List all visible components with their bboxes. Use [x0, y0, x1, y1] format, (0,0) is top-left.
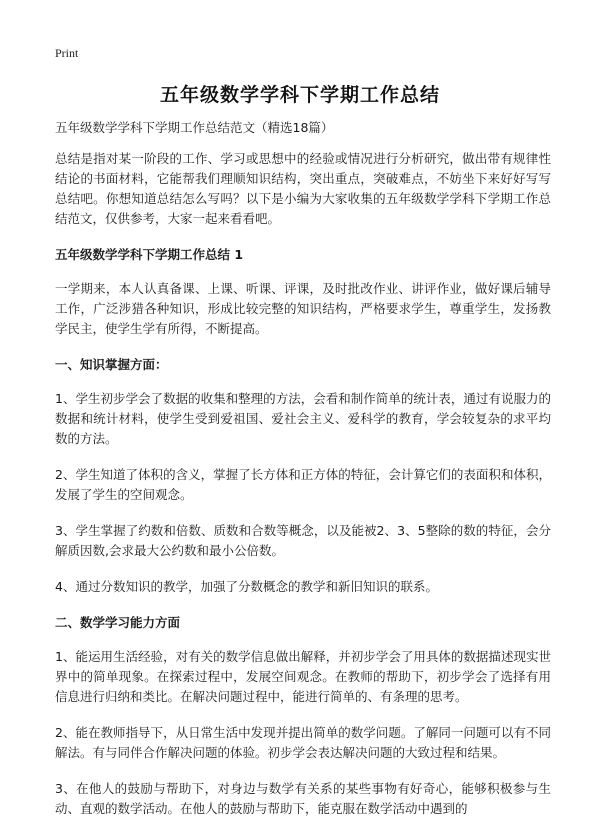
section-heading: 五年级数学学科下学期工作总结 1 [55, 247, 244, 262]
list-item: 2、能在教师指导下，从日常生活中发现并提出简单的数学问题。了解同一问题可以有不同解法。有与同伴合作解决问题的体验。初步学会表达解决问题的大致过程和结果。 [55, 725, 551, 760]
intro-paragraph: 总结是指对某一阶段的工作、学习或思想中的经验或情况进行分析研究，做出带有规律性结论的书面材料，它能帮我们理顺知识结构，突出重点，突破难点，不妨坐下来好好写写总结吧。你想知道总结怎么写吗？以下是小编为大家收集的五年级数学学科下学期工作总结范文，仅供参考，大家一起来看看吧。 [55, 151, 551, 226]
part-heading-ability: 二、数学学习能力方面 [55, 615, 181, 630]
document-subtitle: 五年级数学学科下学期工作总结范文（精选18篇） [55, 120, 334, 135]
list-item: 3、学生掌握了约数和倍数、质数和合数等概念，以及能被2、3、5整除的数的特征，会分解质因数,会求最大公约数和最小公倍数。 [55, 523, 551, 558]
section-intro-paragraph: 一学期来，本人认真备课、上课、听课、评课，及时批改作业、讲评作业，做好课后辅导工作，广泛涉猎各种知识，形成比较完整的知识结构，严格要求学生，尊重学生，发扬教学民主，使学生学有所得，不断提高。 [55, 281, 551, 336]
list-item: 2、学生知道了体积的含义，掌握了长方体和正方体的特征，会计算它们的表面积和体积，发展了学生的空间观念。 [55, 467, 551, 502]
list-item: 1、学生初步学会了数据的收集和整理的方法，会看和制作简单的统计表，通过有说服力的数据和统计材料，使学生受到爱祖国、爱社会主义、爱科学的教育，学会较复杂的求平均数的方法。 [55, 391, 551, 446]
document-body [55, 118, 551, 828]
list-item: 4、通过分数知识的教学，加强了分数概念的教学和新旧知识的联系。 [55, 579, 438, 594]
part-heading-knowledge: 一、知识掌握方面： [55, 357, 168, 372]
page-title: 五年级数学学科下学期工作总结 [159, 84, 440, 106]
print-link[interactable]: Print [55, 46, 79, 60]
list-item: 3、在他人的鼓励与帮助下，对身边与数学有关系的某些事物有好奇心，能够积极参与生动、直观的数学活动。在他人的鼓励与帮助下，能克服在数学活动中遇到的 [55, 781, 551, 816]
list-item: 1、能运用生活经验，对有关的数学信息做出解释，并初步学会了用具体的数据描述现实世界中的简单现象。在探索过程中，发展空间观念。在教师的帮助下，初步学会了选择有用信息进行归纳和类比。在解决问题过程中，能进行简单的、有条理的思考。 [55, 649, 551, 704]
